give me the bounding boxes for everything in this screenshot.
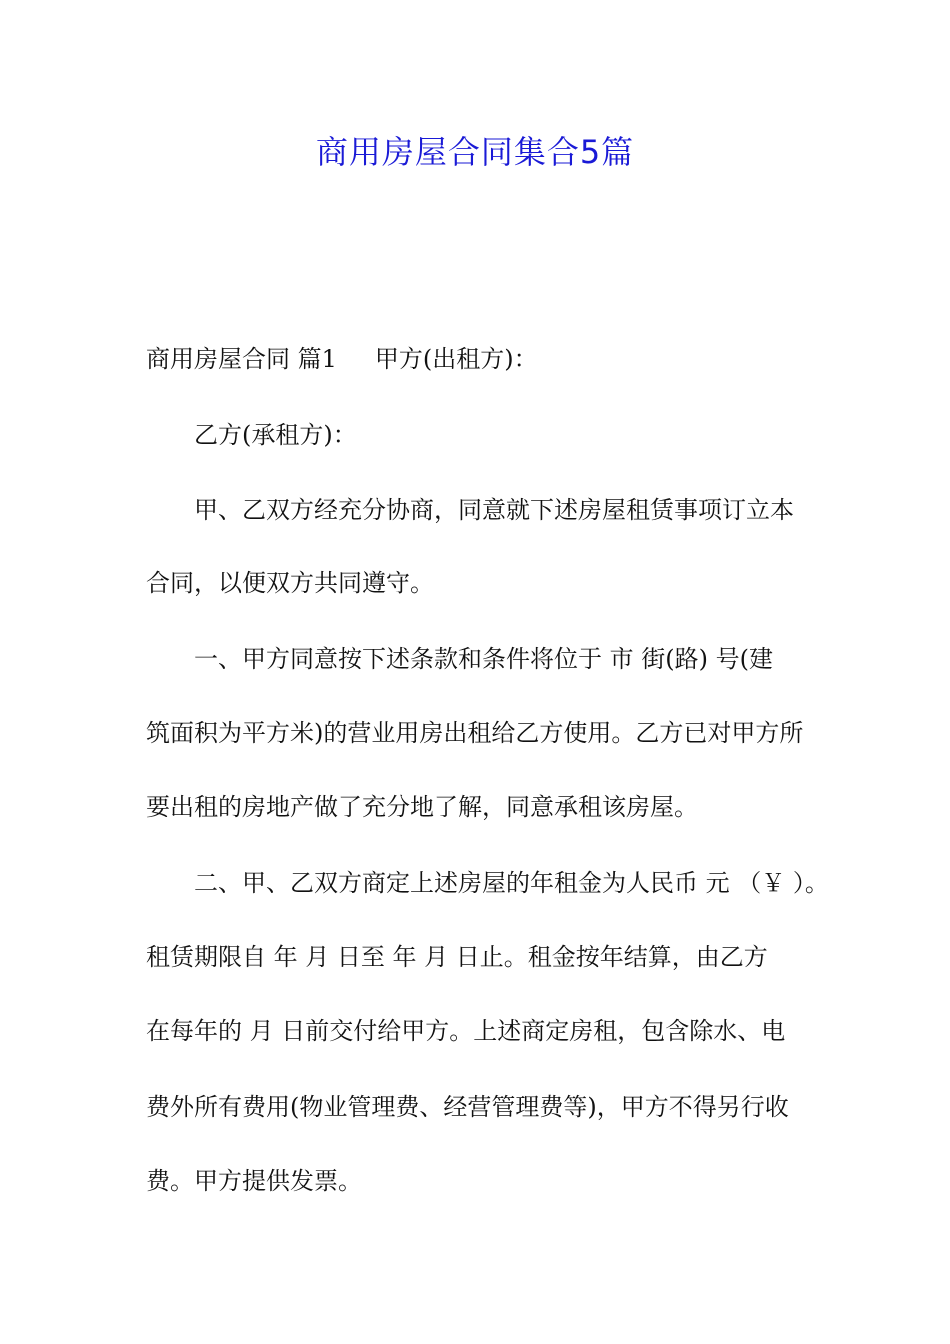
paragraph-line: 要出租的房地产做了充分地了解，同意承租该房屋。 — [146, 793, 698, 821]
paragraph-line: 二、甲、乙双方商定上述房屋的年租金为人民币 元 （￥ ）。 — [194, 869, 829, 897]
paragraph-line: 在每年的 月 日前交付给甲方。上述商定房租，包含除水、电 — [146, 1017, 786, 1045]
paragraph-line: 筑面积为平方米)的营业用房出租给乙方使用。乙方已对甲方所 — [146, 719, 804, 747]
document-title: 商用房屋合同集合5篇 — [315, 133, 635, 171]
paragraph-line: 合同，以便双方共同遵守。 — [146, 569, 434, 597]
paragraph-line: 甲、乙双方经充分协商，同意就下述房屋租赁事项订立本 — [194, 496, 794, 524]
paragraph-line: 一、甲方同意按下述条款和条件将位于 市 街(路) 号(建 — [194, 645, 773, 673]
paragraph-line: 费外所有费用(物业管理费、经营管理费等)，甲方不得另行收 — [146, 1093, 789, 1121]
paragraph-line: 租赁期限自 年 月 日至 年 月 日止。租金按年结算，由乙方 — [146, 943, 768, 971]
paragraph-line-1 — [146, 342, 816, 376]
section-heading: 商用房屋合同 篇1 — [146, 345, 337, 373]
party-b-label: 乙方(承租方)： — [194, 421, 357, 449]
party-a-label: 甲方(出租方)： — [374, 345, 538, 373]
paragraph-line: 费。甲方提供发票。 — [146, 1167, 362, 1195]
